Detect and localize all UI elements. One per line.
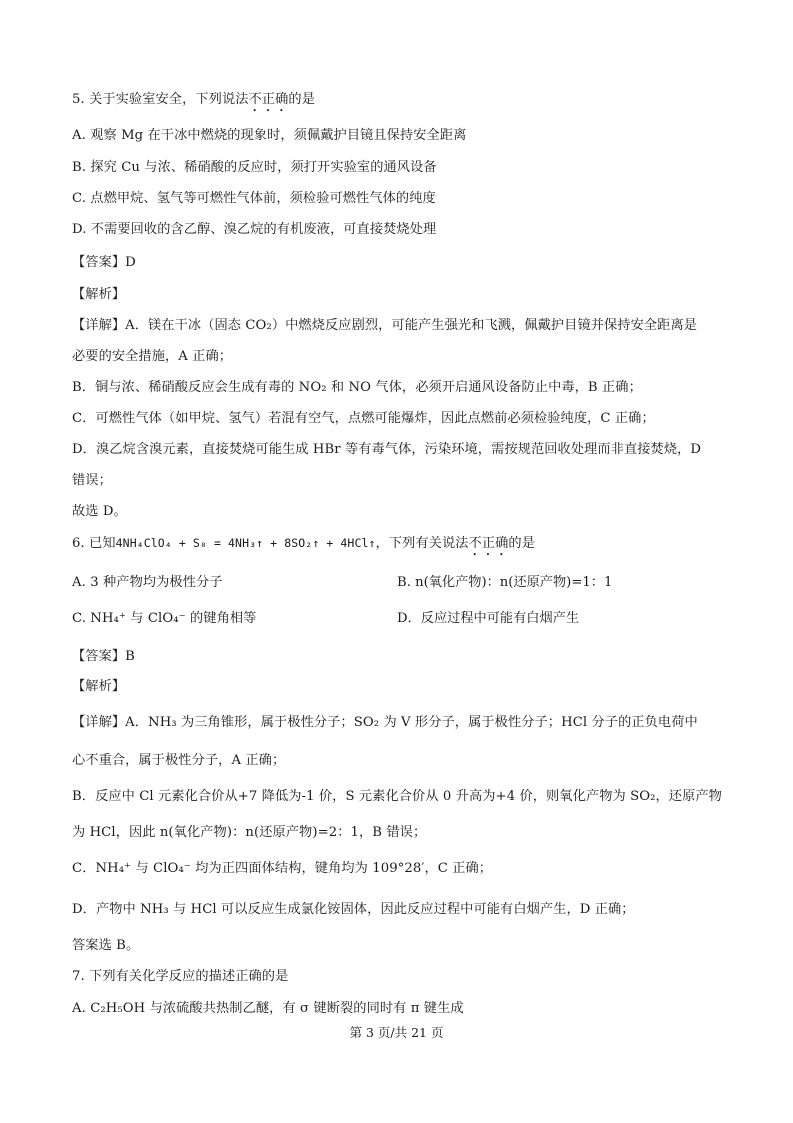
- q6-stem-mid: ，下列有关说法: [375, 536, 469, 551]
- q6-detail-line: 【详解】A．NH₃ 为三角锥形，属于极性分子；SO₂ 为 V 形分子，属于极性分子；HCl 分子的正负电荷中: [72, 715, 698, 730]
- q7-option-a: A. C₂H₅OH 与浓硫酸共热制乙醚，有 σ 键断裂的同时有 π 键生成: [72, 1001, 464, 1016]
- q6-equation: 4NH₄ClO₄ + S₈ = 4NH₃↑ + 8SO₂↑ + 4HCl↑: [115, 536, 376, 550]
- q5-stem-suffix: 的是: [288, 92, 315, 107]
- question-7-stem: 7. 下列有关化学反应的描述正确的是: [72, 969, 289, 984]
- q6-stem-emphasis: 不正确: [468, 536, 509, 551]
- q5-stem-emphasis: 不正确: [248, 92, 289, 107]
- q6-option-d: D．反应过程中可能有白烟产生: [397, 611, 580, 626]
- q5-option-a: A. 观察 Mg 在干冰中燃烧的现象时，须佩戴护目镜且保持安全距离: [72, 128, 467, 143]
- q6-stem-prefix: 6. 已知: [72, 536, 116, 551]
- q6-option-c: C. NH₄⁺ 与 ClO₄⁻ 的键角相等: [72, 611, 257, 626]
- q5-detail-line: D．溴乙烷含溴元素，直接焚烧可能生成 HBr 等有毒气体，污染环境，需按规范回收处理而非直接焚烧，D: [72, 442, 702, 457]
- q5-answer: 【答案】D: [72, 255, 136, 270]
- q6-detail-line: 心不重合，属于极性分子，A 正确；: [72, 753, 286, 768]
- q5-analysis-label: 【解析】: [72, 287, 126, 302]
- q5-detail-line: 故选 D。: [72, 504, 127, 519]
- q6-detail-line: 答案选 B。: [72, 938, 140, 953]
- q6-detail-line: B．反应中 Cl 元素化合价从+7 降低为-1 价，S 元素化合价从 0 升高为+4 价，则氧化产物为 SO₂，还原产物: [72, 789, 722, 804]
- q5-stem-prefix: 5. 关于实验室安全，下列说法: [72, 92, 249, 107]
- q5-option-b: B. 探究 Cu 与浓、稀硝酸的反应时，须打开实验室的通风设备: [72, 160, 437, 175]
- q6-answer: 【答案】B: [72, 649, 135, 664]
- q6-analysis-label: 【解析】: [72, 679, 126, 694]
- q6-option-a: A. 3 种产物均为极性分子: [72, 575, 223, 590]
- page-footer: 第 3 页/共 21 页: [349, 1025, 444, 1040]
- q6-detail-line: 为 HCl，因此 n(氧化产物)：n(还原产物)=2：1，B 错误；: [72, 825, 427, 840]
- q5-detail-line: 错误；: [72, 473, 112, 488]
- q5-detail-line: 必要的安全措施，A 正确；: [72, 349, 233, 364]
- q6-stem-suffix: 的是: [508, 536, 535, 551]
- question-5-stem: [72, 91, 315, 115]
- q5-option-c: C. 点燃甲烷、氢气等可燃性气体前，须检验可燃性气体的纯度: [72, 191, 436, 206]
- q5-detail-line: C．可燃性气体（如甲烷、氢气）若混有空气，点燃可能爆炸，因此点燃前必须检验纯度，C 正确；: [72, 411, 655, 426]
- question-6-stem: [72, 534, 535, 559]
- q6-option-b: B. n(氧化产物)：n(还原产物)=1：1: [397, 575, 613, 590]
- q5-detail-line: 【详解】A．镁在干冰（固态 CO₂）中燃烧反应剧烈，可能产生强光和飞溅，佩戴护目镜并保持安全距离是: [72, 318, 698, 333]
- q5-detail-line: B．铜与浓、稀硝酸反应会生成有毒的 NO₂ 和 NO 气体，必须开启通风设备防止中毒，B 正确；: [72, 380, 642, 395]
- q6-detail-line: C．NH₄⁺ 与 ClO₄⁻ 均为正四面体结构，键角均为 109°28′，C 正确；: [72, 861, 493, 876]
- q5-option-d: D. 不需要回收的含乙醇、溴乙烷的有机废液，可直接焚烧处理: [72, 222, 437, 237]
- q6-detail-line: D．产物中 NH₃ 与 HCl 可以反应生成氯化铵固体，因此反应过程中可能有白烟产生，D 正确；: [72, 902, 635, 917]
